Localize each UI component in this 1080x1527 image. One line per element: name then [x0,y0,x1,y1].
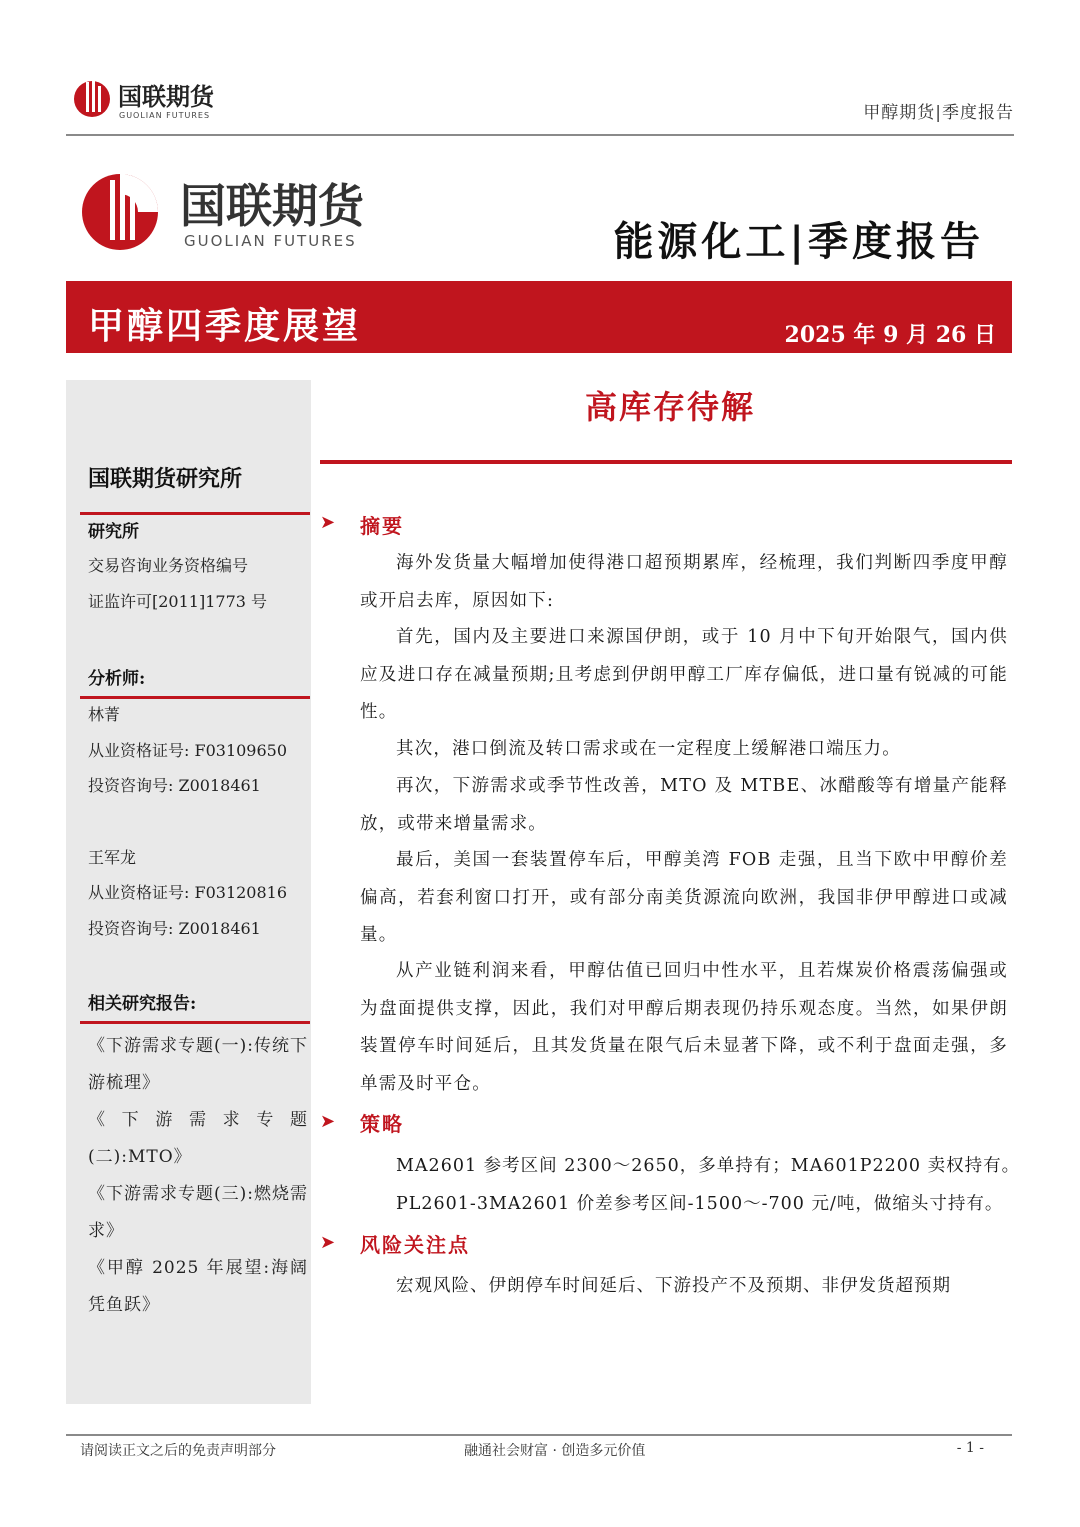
page-number: - 1 - [956,1440,984,1456]
report-title: 甲醇四季度展望 [88,305,362,347]
analyst1-consult: 投资咨询号: Z0018461 [88,776,261,795]
summary-paragraph: 最后，美国一套装置停车后，甲醇美湾 FOB 走强，且当下欧中甲醇价差偏高，若套利窗口打开，或有部分南美货源流向欧洲，我国非伊甲醇进口或减量。 [360,850,1008,945]
main-title: 高库存待解 [584,388,755,426]
research-dept-head: 研究所 [88,522,139,542]
summary-title: 摘要 [360,514,404,538]
logo-en-text: GUOLIAN FUTURES [119,111,211,120]
arrow-right-icon: ➤ [320,1232,336,1253]
sidebar-divider [80,696,310,699]
footer-disclaimer[interactable]: 请阅读正文之后的免责声明部分 [80,1443,276,1459]
risk-line: 宏观风险、伊朗停车时间延后、下游投产不及预期、非伊发货超预期 [396,1276,951,1296]
analyst2-name: 王军龙 [88,848,137,867]
header-small-logo [72,76,262,122]
analyst1-name: 林菁 [88,705,121,724]
related-reports-head: 相关研究报告: [88,994,197,1014]
guolian-logo-icon [72,76,262,122]
analyst2-cert: 从业资格证号: F03120816 [88,883,288,902]
summary-paragraph: 其次，港口倒流及转口需求或在一定程度上缓解港口端压力。 [396,739,901,759]
logo-cn-text: 国联期货 [118,83,214,111]
sidebar-divider [80,1021,310,1024]
summary-paragraph: 首先，国内及主要进口来源国伊朗，或于 10 月中下旬开始限气，国内供应及进口存在减量预期;且考虑到伊朗甲醇工厂库存偏低，进口量有锐减的可能性。 [360,627,1008,722]
strategy-title: 策略 [360,1112,404,1136]
guolian-logo-icon [80,170,420,256]
strategy-line: MA2601 参考区间 2300～2650，多单持有；MA601P2200 卖权持有。 [396,1156,1021,1176]
institute-name: 国联期货研究所 [88,466,243,492]
related-report-link[interactable]: 《下游需求专题(二):MTO》 [88,1110,308,1167]
report-type-title: 能源化工|季度报告 [613,218,984,265]
related-report-link[interactable]: 《甲醇 2025 年展望:海阔凭鱼跃》 [88,1258,308,1315]
analyst1-cert: 从业资格证号: F03109650 [88,741,288,760]
strategy-line: PL2601-3MA2601 价差参考区间-1500～-700 元/吨，做缩头寸持有。 [396,1194,1004,1214]
big-logo-en-text: GUOLIAN FUTURES [184,232,357,250]
report-date: 2025 年 9 月 26 日 [784,322,996,348]
license-line-1: 交易咨询业务资格编号 [88,556,249,575]
main-divider [320,460,1012,464]
footer-divider [66,1434,1012,1436]
summary-paragraph: 从产业链利润来看，甲醇估值已回归中性水平，且若煤炭价格震荡偏强或为盘面提供支撑，因此，我们对甲醇后期表现仍持乐观态度。当然，如果伊朗装置停车时间延后，且其发货量在限气后未显著下降，或不利于盘面走强，多单需及时平仓。 [360,961,1008,1094]
main-logo [80,170,420,256]
big-logo-cn-text: 国联期货 [180,179,364,233]
header-divider [66,134,1014,136]
header-report-label: 甲醇期货|季度报告 [863,103,1014,123]
license-line-2: 证监许可[2011]1773 号 [88,592,268,611]
related-report-link[interactable]: 《下游需求专题(三):燃烧需求》 [88,1184,308,1241]
arrow-right-icon: ➤ [320,1111,336,1132]
arrow-right-icon: ➤ [320,512,336,533]
related-report-link[interactable]: 《下游需求专题(一):传统下游梳理》 [88,1036,308,1093]
analysts-head: 分析师: [88,669,146,689]
summary-paragraph: 再次，下游需求或季节性改善，MTO 及 MTBE、冰醋酸等有增量产能释放，或带来增量需求。 [360,776,1008,834]
analyst2-consult: 投资咨询号: Z0018461 [88,919,261,938]
footer-slogan: 融通社会财富 · 创造多元价值 [464,1443,646,1459]
risk-title: 风险关注点 [360,1233,470,1257]
sidebar-divider [80,512,310,515]
summary-paragraph: 海外发货量大幅增加使得港口超预期累库，经梳理，我们判断四季度甲醇或开启去库，原因如下: [360,553,1008,611]
